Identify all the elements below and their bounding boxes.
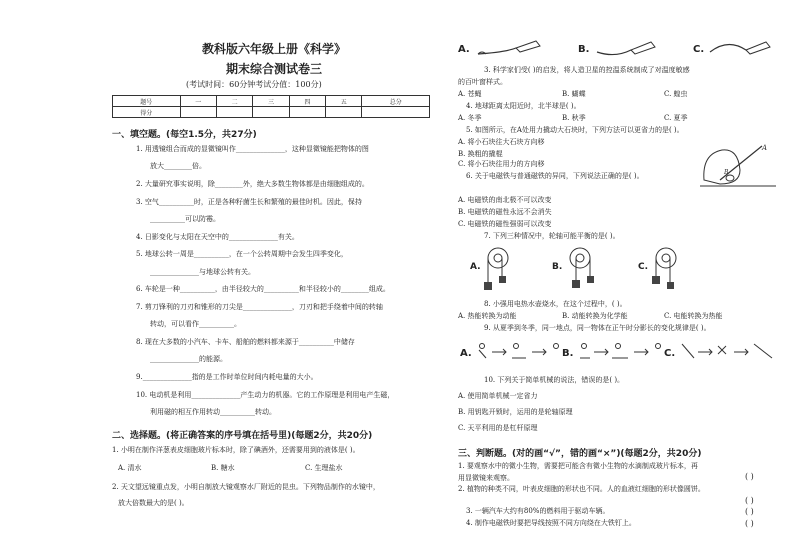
question-9: 9.______________指的是工作时单位时间内耗电量的大小。 xyxy=(136,373,318,381)
choice-option: B. 动能转换为化学能 xyxy=(562,312,628,320)
choice-option: C. 电能转换为热能 xyxy=(664,312,723,320)
option-label: C. xyxy=(693,44,705,55)
section3-heading: 三、判断题。(对的画“√”，错的画“×”)(每题2分，共20分) xyxy=(458,449,702,459)
choice-option: C. 蝗虫 xyxy=(664,90,688,98)
wheel-axle-b-figure xyxy=(564,246,604,294)
shadow-sequence-c-figure xyxy=(678,340,778,362)
svg-text:B: B xyxy=(724,169,729,176)
option-label: A. xyxy=(470,262,481,272)
table-cell: 一 xyxy=(180,96,216,107)
question-2: 2. 大量研究事实说明，除________外，绝大多数生物体都是由细胞组成的。 xyxy=(136,180,369,188)
table-cell: 五 xyxy=(326,96,362,107)
question-10: 10. 电动机是利用______________产生动力的机器。它的工作原理是利用电产生磁， xyxy=(136,391,395,399)
choice-option: B. 蝴蝶 xyxy=(562,90,586,98)
choice-option: B. 糖水 xyxy=(211,464,235,472)
table-cell[interactable] xyxy=(180,107,216,118)
choice-question-1: 1. 小明在制作洋葱表皮细胞玻片标本时，除了碘酒外，还需要用到的液体是( )。 xyxy=(112,446,360,454)
table-cell: 三 xyxy=(253,96,289,107)
question-3-cont: __________可以防霉。 xyxy=(150,215,220,223)
answer-paren[interactable]: ( ) xyxy=(745,507,754,516)
question-4: 4. 日影变化与太阳在天空中的______________有关。 xyxy=(136,233,299,241)
judge-question-3: 3. 一辆汽车大约有80%的燃料用于驱动车辆。 xyxy=(466,507,610,515)
table-cell[interactable] xyxy=(326,107,362,118)
judge-question-2: 2. 植物的种类不同，叶表皮细胞的形状也不同。人的血液红细胞的形状像圆饼。 xyxy=(458,485,705,493)
answer-paren[interactable]: ( ) xyxy=(745,472,754,481)
choice-question-8: 8. 小强用电热水壶烧水，在这个过程中，( )。 xyxy=(484,300,627,308)
section1-heading: 一、填空题。(每空1.5分，共27分) xyxy=(112,130,257,140)
svg-text:A: A xyxy=(762,144,768,152)
table-cell[interactable] xyxy=(253,107,289,118)
question-10-cont: 利用磁的相互作用转动__________转动。 xyxy=(150,408,276,416)
option-label: C. xyxy=(638,262,649,272)
choice-question-6: 6. 关于电磁铁与普通磁铁的异同，下列说法正确的是( )。 xyxy=(466,172,644,180)
table-cell: 总分 xyxy=(362,96,430,107)
choice-option: C. 将小石块往用力的方向移 xyxy=(458,160,545,168)
magnifier-c-figure xyxy=(708,36,788,58)
answer-paren[interactable]: ( ) xyxy=(745,496,754,505)
shadow-sequence-b-figure xyxy=(576,340,662,362)
question-7: 7. 剪刀锋利的刀刃和锥形的刀尖是______________，刀刃和把手绕着中间的转轴 xyxy=(136,303,383,311)
choice-option: B. 用钥匙开锁时，运用的是轮轴原理 xyxy=(458,408,573,416)
table-cell: 题号 xyxy=(113,96,181,107)
table-cell[interactable] xyxy=(362,107,430,118)
question-6: 6. 车轮是一种__________，由半径较大的__________和半径较小的________组成。 xyxy=(136,285,390,293)
choice-question-9: 9. 从夏季到冬季，同一地点，同一物体在正午时分影长的变化规律是( )。 xyxy=(484,324,711,332)
choice-option: A. 使用简单机械一定省力 xyxy=(458,392,538,400)
judge-question-1: 1. 要观察水中的微小生物，需要把可能含有微小生物的水滴制成玻片标本，再 xyxy=(458,462,698,470)
lever-rock-figure xyxy=(700,140,780,190)
question-8-cont: ______________的能源。 xyxy=(150,355,227,363)
answer-paren[interactable]: ( ) xyxy=(745,519,754,528)
choice-question-2-cont: 放大倍数最大的是( )。 xyxy=(118,499,189,507)
choice-option: C. 电磁铁的磁性强弱可以改变 xyxy=(458,220,552,228)
question-1: 1. 用透镜组合而成的显微镜叫作______________，这种显微镜能把物体的图 xyxy=(136,145,369,153)
shadow-sequence-a-figure xyxy=(474,340,560,362)
question-5: 5. 地球公转一周是__________，在一个公转周期中会发生四季变化， xyxy=(136,250,348,258)
choice-option: A. 冬季 xyxy=(458,114,482,122)
option-label: A. xyxy=(458,44,470,55)
choice-question-7: 7. 下列三种情况中，轮轴可能平衡的是( )。 xyxy=(484,232,620,240)
judge-question-4: 4. 制作电磁铁时要把导线按照不同方向绕在大铁钉上。 xyxy=(466,519,636,527)
option-label: A. xyxy=(460,348,472,359)
magnifier-a-figure xyxy=(476,38,551,58)
section2-heading: 二、选择题。(将正确答案的序号填在括号里)(每题2分，共20分) xyxy=(112,431,373,441)
option-label: C. xyxy=(664,348,676,359)
score-table-score-row xyxy=(113,107,430,118)
table-cell: 二 xyxy=(216,96,252,107)
choice-option: A. 苍蝇 xyxy=(458,90,482,98)
magnifier-b-figure xyxy=(595,38,670,60)
choice-question-3-cont: 的百叶窗样式。 xyxy=(458,78,507,86)
choice-option: C. 天平利用的是杠杆原理 xyxy=(458,424,538,432)
wheel-axle-c-figure xyxy=(650,246,690,294)
choice-option: A. 将小石块往大石块方向移 xyxy=(458,138,545,146)
choice-question-2: 2. 天文望远镜重点发，小明自制放大镜观察水厂附近的昆虫。下列物品制作的水镜中， xyxy=(112,483,380,491)
page-title: 教科版六年级上册《科学》 xyxy=(202,42,347,56)
table-cell: 四 xyxy=(289,96,325,107)
table-cell[interactable] xyxy=(216,107,252,118)
option-label: B. xyxy=(578,44,590,55)
table-cell[interactable] xyxy=(289,107,325,118)
table-cell: 得分 xyxy=(113,107,181,118)
option-label: B. xyxy=(552,262,563,272)
question-8: 8. 现在大多数的小汽车、卡车、船舶的燃料都来源于__________中储存 xyxy=(136,338,355,346)
exam-info: (考试时间：60分钟考试分值：100分) xyxy=(186,80,322,89)
score-table-header-row xyxy=(113,96,430,107)
choice-option: A. 电磁铁的南北极不可以改变 xyxy=(458,196,552,204)
question-1-cont: 放大________倍。 xyxy=(150,162,206,170)
score-table xyxy=(112,95,430,118)
choice-question-4: 4. 地球距离太阳近时，北半球是( )。 xyxy=(466,102,581,110)
choice-option: C. 生理盐水 xyxy=(305,464,343,472)
question-3: 3. 空气__________时，正是各种籽菌生长和繁殖的最佳时机。因此，保持 xyxy=(136,198,362,206)
choice-question-3: 3. 科学家们受( )的启发，将人造卫星的控温系统制成了对温度敏感 xyxy=(484,66,690,74)
choice-option: A. 热能转换为动能 xyxy=(458,312,517,320)
option-label: B. xyxy=(562,348,574,359)
choice-option: C. 夏季 xyxy=(664,114,688,122)
choice-question-10: 10. 下列关于简单机械的说法，错误的是( )。 xyxy=(484,376,625,384)
choice-option: A. 清水 xyxy=(118,464,142,472)
judge-question-1-cont: 用显微镜来观察。 xyxy=(458,474,514,482)
page-subtitle: 期末综合测试卷三 xyxy=(226,62,323,76)
question-7-cont: 转动，可以看作__________。 xyxy=(150,320,241,328)
wheel-axle-a-figure xyxy=(482,246,522,294)
choice-option: B. 换粗的撬棍 xyxy=(458,150,503,158)
choice-option: B. 电磁铁的磁性永远不会消失 xyxy=(458,208,552,216)
choice-question-5: 5. 如图所示，在A处用力撬动大石块时，下列方法可以更省力的是( )。 xyxy=(466,126,684,134)
choice-option: B. 秋季 xyxy=(562,114,586,122)
question-5-cont: ______________与地球公转有关。 xyxy=(150,268,255,276)
